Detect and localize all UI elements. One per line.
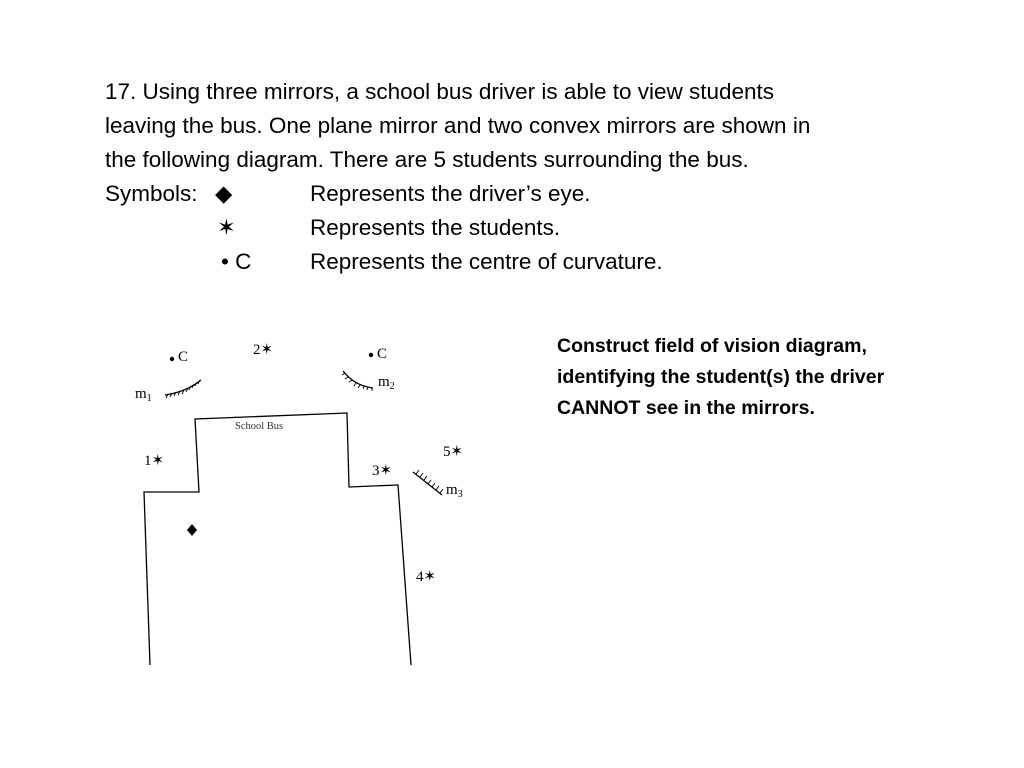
symbol-description: Represents the students.	[310, 215, 561, 240]
student-star-icon: ✶	[379, 463, 393, 479]
symbols-label: Symbols:	[105, 181, 198, 206]
mirror-m3	[413, 470, 443, 495]
student-1: 1✶	[144, 453, 165, 469]
question-line: 17. Using three mirrors, a school bus driver is able to view students	[105, 79, 775, 104]
instruction-line: Construct field of vision diagram,	[557, 335, 867, 357]
question-line: the following diagram. There are 5 students surrounding the bus.	[105, 147, 749, 172]
student-star-icon: ✶	[151, 453, 165, 469]
centre-of-curvature-dot-icon	[170, 357, 174, 361]
mirror-m1-label: $m_1$	[135, 386, 152, 404]
mirror-m2	[342, 371, 373, 391]
centre-of-curvature-dot-icon	[369, 353, 373, 357]
student-star-icon: ✶	[450, 444, 464, 460]
mirror-m2-label: $m_2$	[378, 374, 395, 392]
student-star-icon: ✶	[260, 342, 274, 358]
student-4: 4✶	[416, 569, 437, 585]
instruction-line: CANNOT see in the mirrors.	[557, 397, 815, 419]
mirror-m3-label: $m_3$	[446, 482, 463, 500]
centre-of-curvature-symbol-icon: • C	[221, 249, 252, 274]
student-star-icon: ✶	[423, 569, 437, 585]
school-bus-label: School Bus	[235, 421, 284, 432]
centre-of-curvature-label: C	[178, 349, 189, 365]
symbol-description: Represents the driver’s eye.	[310, 181, 591, 206]
driver-eye-diamond-icon	[187, 524, 197, 536]
student-3: 3✶	[372, 463, 393, 479]
student-5: 5✶	[443, 444, 464, 460]
student-2: 2✶	[253, 342, 274, 358]
school-bus-outline	[144, 413, 411, 665]
student-symbol-icon: ✶	[217, 215, 236, 240]
driver-eye-symbol-icon: ◆	[215, 181, 233, 206]
instruction-line: identifying the student(s) the driver	[557, 366, 885, 388]
mirror-m1	[165, 380, 201, 398]
centre-of-curvature-label: C	[377, 346, 388, 362]
question-line: leaving the bus. One plane mirror and two convex mirrors are shown in	[105, 113, 811, 138]
symbol-description: Represents the centre of curvature.	[310, 249, 663, 274]
